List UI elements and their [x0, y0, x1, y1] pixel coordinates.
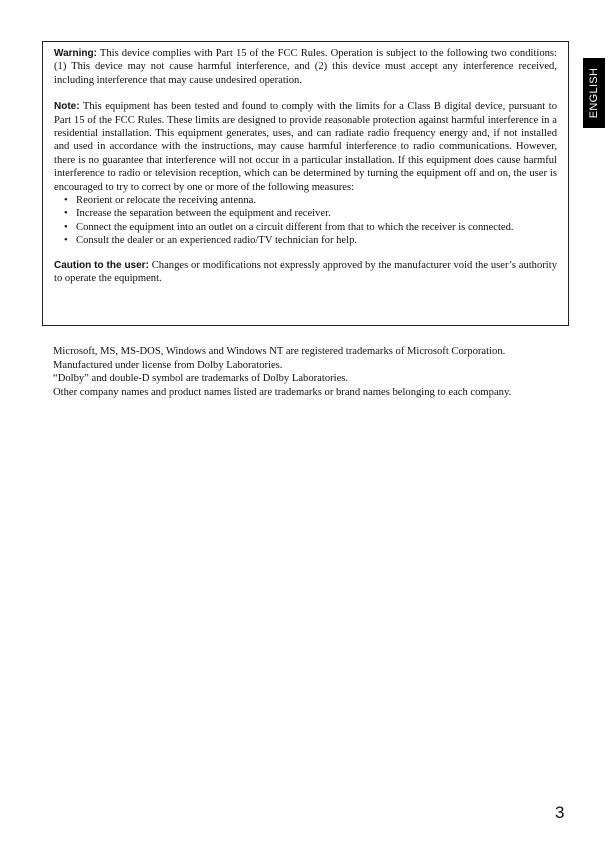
list-item: • Connect the equipment into an outlet on a circuit different from that to which the receiver is connected. [54, 221, 557, 234]
fcc-notice-box [42, 41, 569, 326]
trademark-line: Other company names and product names listed are trademarks or brand names belonging to each company. [53, 386, 512, 398]
language-tab [583, 58, 605, 128]
warning-paragraph [54, 47, 557, 87]
list-item: • Increase the separation between the equipment and receiver. [54, 207, 557, 220]
warning-text: This device complies with Part 15 of the FCC Rules. Operation is subject to the following two conditions: (1) This device may not cause harmful interference, and (2) this device must accept any interference received, including interference that may cause undesired operation. [54, 48, 557, 86]
trademark-line: “Dolby” and double-D symbol are trademarks of Dolby Laboratories. [53, 373, 349, 385]
caution-paragraph [54, 259, 557, 286]
note-text: This equipment has been tested and found to comply with the limits for a Class B digital device, pursuant to Part 15 of the FCC Rules. These limits are designed to provide reasonable protection against harmful interference in a residential installation. This equipment generates, uses, and can radiate radio frequency energy and, if not installed and used in accordance with the instructions, may cause harmful interference to radio communications. However, there is no guarantee that interference will not occur in a particular installation. If this equipment does cause harmful interference to radio or television reception, which can be determined by turning the equipment off and on, the user is encouraged to try to correct by one or more of the following measures: [54, 101, 557, 193]
trademark-line: Microsoft, MS, MS-DOS, Windows and Windows NT are registered trademarks of Microsoft Corporation. [53, 346, 506, 357]
list-item: • Consult the dealer or an experienced radio/TV technician for help. [54, 234, 557, 247]
warning-label: Warning: [54, 48, 97, 59]
page-number: 3 [555, 803, 565, 822]
trademark-line: Manufactured under license from Dolby Laboratories. [53, 359, 283, 371]
language-tab-label: ENGLISH [588, 67, 600, 119]
caution-label: Caution to the user: [54, 259, 149, 271]
measures-list [54, 194, 557, 248]
list-item: • Reorient or relocate the receiving antenna. [54, 194, 557, 207]
note-paragraph [54, 100, 557, 194]
trademark-notices [53, 345, 557, 399]
caution-text: Changes or modifications not expressly approved by the manufacturer void the user’s authority to operate the equipment. [54, 259, 557, 285]
note-label: Note: [54, 101, 80, 113]
